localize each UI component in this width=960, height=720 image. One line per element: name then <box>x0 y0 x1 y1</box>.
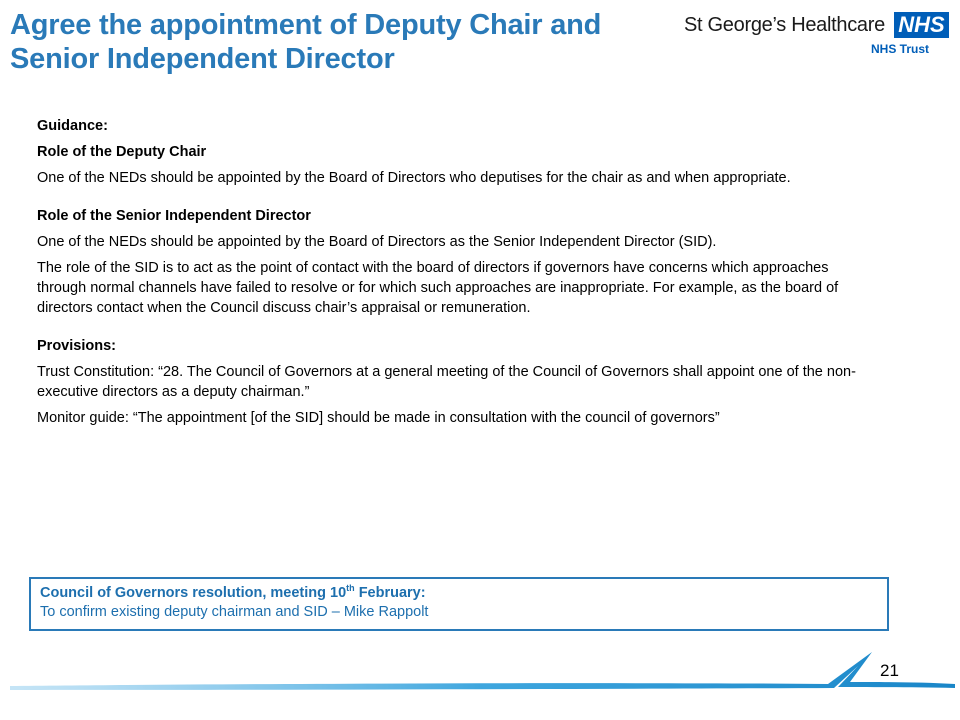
sid-text-2: The role of the SID is to act as the point of contact with the board of directors if governors have concerns which approaches through normal channels have failed to resolve or for which such approaches are inappropriate. For example, as the board of directors contact when the Council discuss chair’s appraisal or remuneration. <box>37 260 839 316</box>
title-line-2: Senior Independent Director <box>10 43 395 75</box>
deputy-chair-text: One of the NEDs should be appointed by the Board of Directors who deputises for the chair as and when appropriate. <box>37 170 791 186</box>
deputy-chair-heading: Role of the Deputy Chair <box>37 144 207 160</box>
trust-logo <box>684 12 950 60</box>
resolution-heading <box>40 584 878 603</box>
body-content <box>37 116 872 434</box>
nhs-badge: NHS <box>894 12 949 38</box>
logo-name: St George’s Healthcare <box>684 14 885 36</box>
resolution-heading-end: February: <box>354 585 426 601</box>
sid-text-1: One of the NEDs should be appointed by the Board of Directors as the Senior Independent Director (SID). <box>37 234 717 250</box>
guidance-heading: Guidance: <box>37 118 108 134</box>
title-line-1: Agree the appointment of Deputy Chair and <box>10 9 602 41</box>
sid-heading: Role of the Senior Independent Director <box>37 208 311 224</box>
resolution-box <box>29 577 889 631</box>
logo-subtitle: NHS Trust <box>871 42 930 56</box>
resolution-text: To confirm existing deputy chairman and SID – Mike Rappolt <box>40 604 429 620</box>
page-title <box>10 8 670 76</box>
decorative-swoosh <box>0 640 960 700</box>
resolution-heading-main: Council of Governors resolution, meeting 10 <box>40 585 347 601</box>
provisions-text-1: Trust Constitution: “28. The Council of Governors at a general meeting of the Council of Governors shall appoint one of the non-executive directors as a deputy chairman.” <box>37 364 856 400</box>
provisions-heading: Provisions: <box>37 338 116 354</box>
page-number: 21 <box>880 661 899 680</box>
provisions-text-2: Monitor guide: “The appointment [of the SID] should be made in consultation with the council of governors” <box>37 410 720 426</box>
resolution-heading-sup: th <box>346 583 355 594</box>
